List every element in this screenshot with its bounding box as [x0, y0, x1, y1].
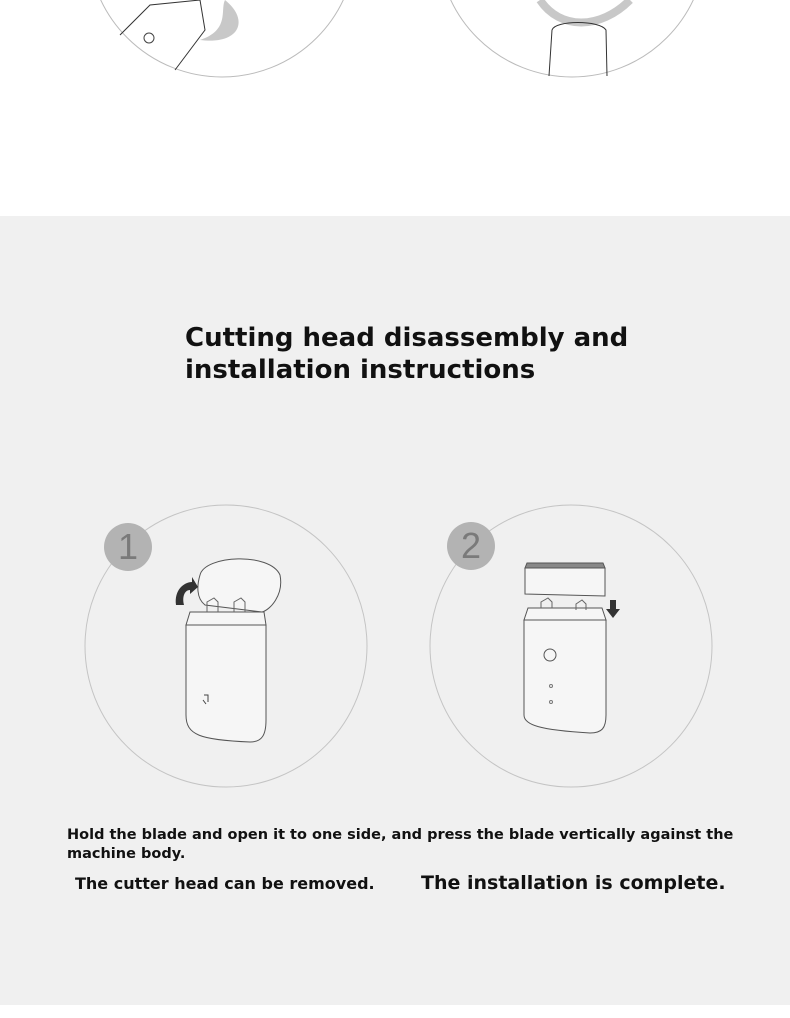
bottom-strip [0, 1005, 790, 1018]
previous-step-illustrations [0, 0, 790, 216]
step-2-badge: 2 [447, 522, 495, 570]
top-section [0, 0, 790, 216]
instruction-text: Hold the blade and open it to one side, and press the blade vertically against the machine body. [67, 827, 734, 862]
step-1-badge: 1 [104, 523, 152, 571]
title-line-2: installation instructions [185, 355, 536, 385]
title-line-1: Cutting head disassembly and [185, 323, 629, 353]
illustration-left-top [88, 0, 356, 77]
section-title [185, 322, 628, 386]
step-2-caption: The installation is complete. [421, 872, 726, 894]
step-1-caption: The cutter head can be removed. [75, 874, 375, 893]
illustration-right-top [438, 0, 706, 77]
